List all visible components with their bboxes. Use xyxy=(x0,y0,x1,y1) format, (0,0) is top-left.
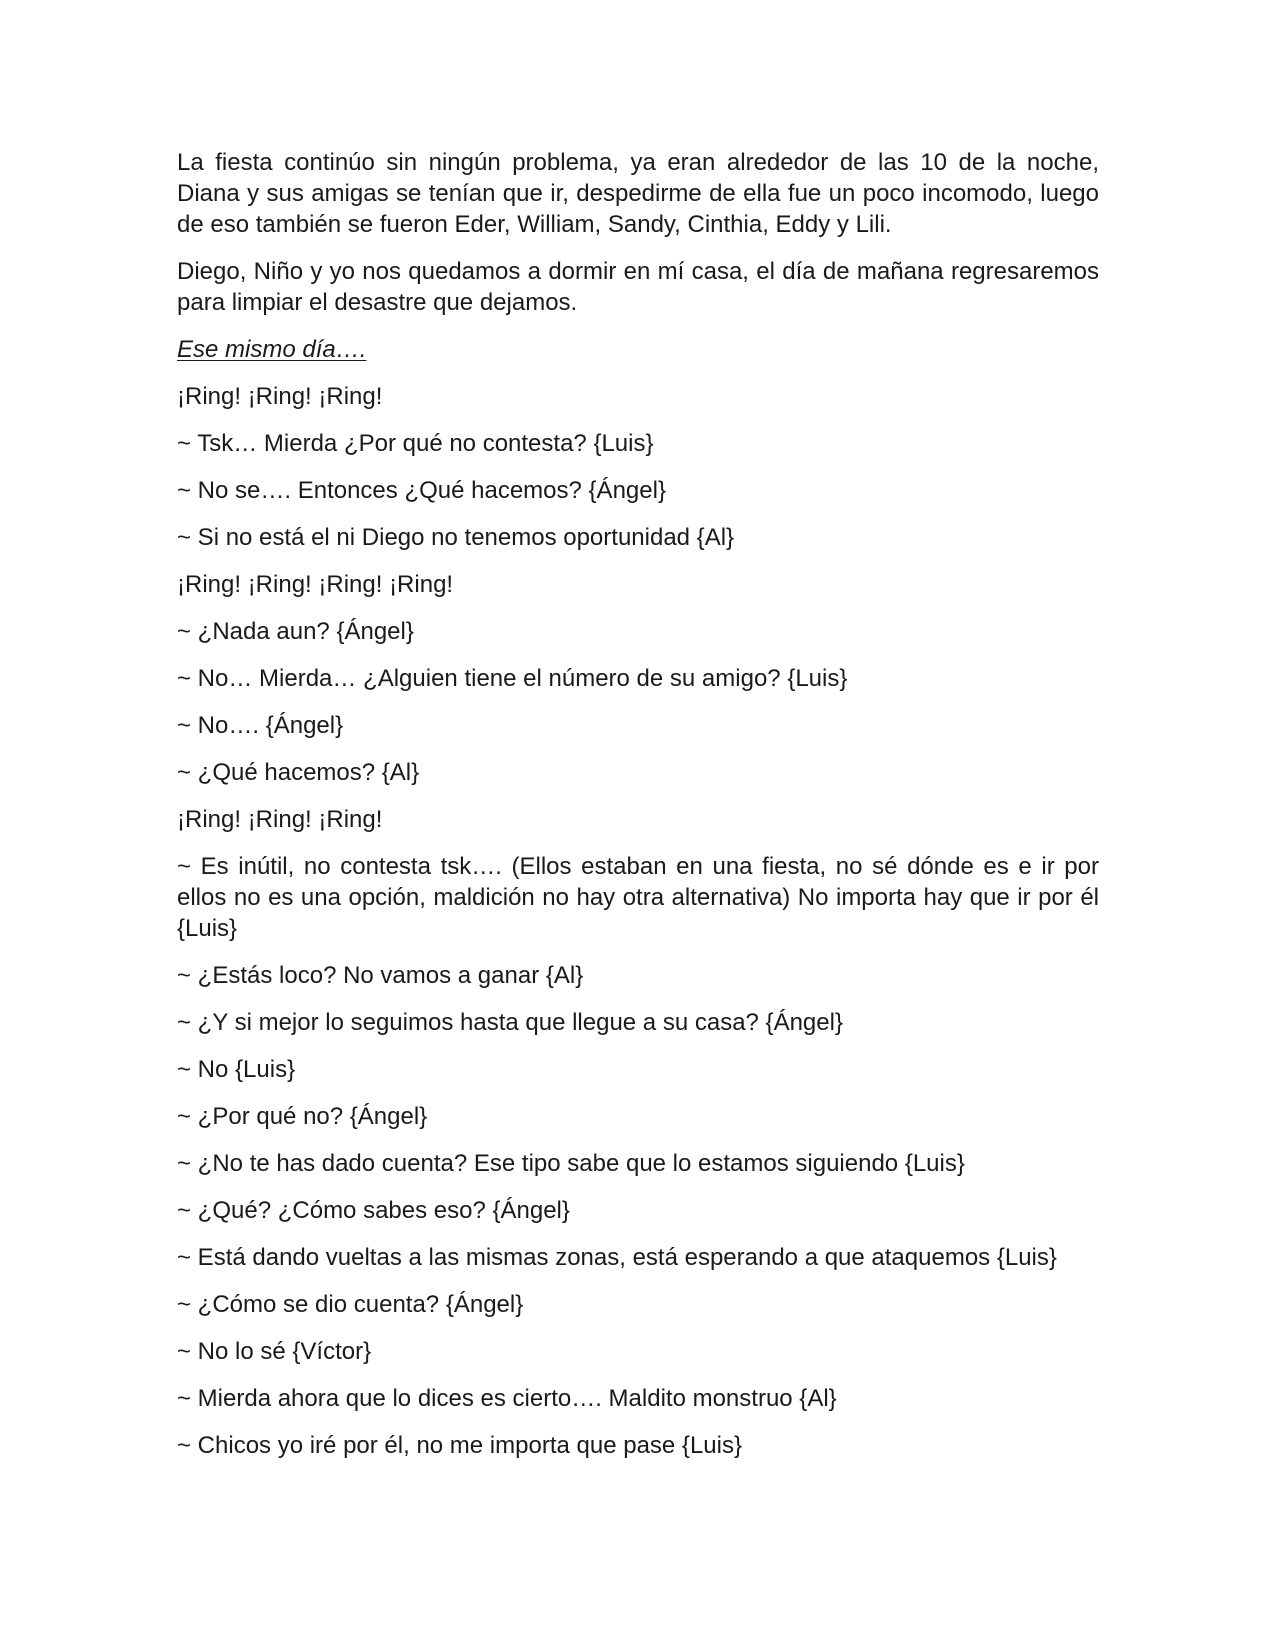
dialogue-line: ~ No se…. Entonces ¿Qué hacemos? {Ángel} xyxy=(177,477,666,504)
dialogue-line: ~ No…. {Ángel} xyxy=(177,712,344,739)
dialogue-line: ~ ¿No te has dado cuenta? Ese tipo sabe que lo estamos siguiendo {Luis} xyxy=(177,1150,965,1177)
dialogue-line: ~ No lo sé {Víctor} xyxy=(177,1338,372,1365)
dialogue-line: ~ No {Luis} xyxy=(177,1056,296,1083)
sound-effect-line: ¡Ring! ¡Ring! ¡Ring! xyxy=(177,383,383,410)
dialogue-line: ~ ¿Estás loco? No vamos a ganar {Al} xyxy=(177,962,584,989)
sound-effect-line: ¡Ring! ¡Ring! ¡Ring! xyxy=(177,806,383,833)
dialogue-line: ~ ¿Qué hacemos? {Al} xyxy=(177,759,420,786)
scene-heading xyxy=(177,334,1099,365)
dialogue-line: ~ ¿Por qué no? {Ángel} xyxy=(177,1103,428,1130)
dialogue-line: ~ Tsk… Mierda ¿Por qué no contesta? {Luis} xyxy=(177,430,654,457)
sound-effect-line: ¡Ring! ¡Ring! ¡Ring! ¡Ring! xyxy=(177,571,454,598)
dialogue-line: ~ ¿Cómo se dio cuenta? {Ángel} xyxy=(177,1291,524,1318)
dialogue-line: ~ ¿Qué? ¿Cómo sabes eso? {Ángel} xyxy=(177,1197,570,1224)
dialogue-line: ~ Es inútil, no contesta tsk…. (Ellos estaban en una fiesta, no sé dónde es e ir por ellos no es una opción, maldición no hay otra alternativa) No importa hay que ir por él {Luis} xyxy=(177,853,1099,942)
dialogue-line: ~ Chicos yo iré por él, no me importa que pase {Luis} xyxy=(177,1432,742,1459)
document-body xyxy=(177,147,1099,1477)
scene-heading-text: Ese mismo día…. xyxy=(177,336,367,363)
dialogue-line: ~ ¿Y si mejor lo seguimos hasta que llegue a su casa? {Ángel} xyxy=(177,1009,843,1036)
dialogue-line: ~ No… Mierda… ¿Alguien tiene el número de su amigo? {Luis} xyxy=(177,665,848,692)
narrative-paragraph: La fiesta continúo sin ningún problema, ya eran alrededor de las 10 de la noche, Diana y sus amigas se tenían que ir, despedirme de ella fue un poco incomodo, luego de eso también se fueron Eder, William, Sandy, Cinthia, Eddy y Lili. xyxy=(177,149,1099,238)
dialogue-line: ~ Mierda ahora que lo dices es cierto…. Maldito monstruo {Al} xyxy=(177,1385,837,1412)
dialogue-line: ~ Si no está el ni Diego no tenemos oportunidad {Al} xyxy=(177,524,735,551)
narrative-paragraph: Diego, Niño y yo nos quedamos a dormir en mí casa, el día de mañana regresaremos para limpiar el desastre que dejamos. xyxy=(177,258,1099,316)
dialogue-line: ~ ¿Nada aun? {Ángel} xyxy=(177,618,414,645)
dialogue-line: ~ Está dando vueltas a las mismas zonas, está esperando a que ataquemos {Luis} xyxy=(177,1244,1057,1271)
